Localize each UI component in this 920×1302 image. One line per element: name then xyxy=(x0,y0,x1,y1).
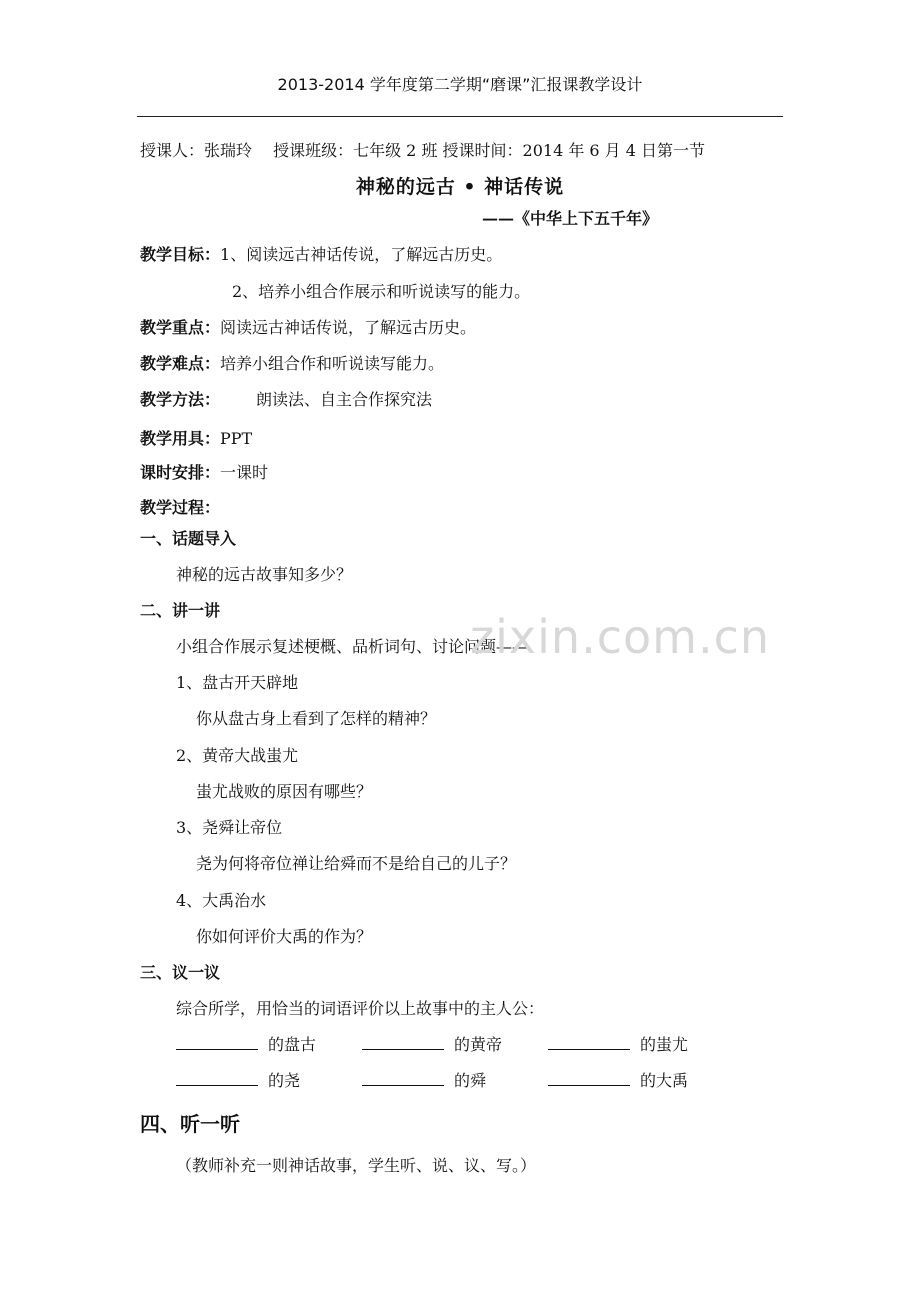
key-text: 阅读远古神话传说，了解远古历史。 xyxy=(220,318,477,337)
section-1-title: 一、话题导入 xyxy=(140,529,237,548)
tools-label: 教学用具： xyxy=(140,429,221,448)
fill-blank-line[interactable] xyxy=(176,1035,258,1050)
fill-blank-line[interactable] xyxy=(176,1071,258,1086)
method-text: 朗读法、自主合作探究法 xyxy=(256,390,433,409)
section-2-title: 二、讲一讲 xyxy=(140,601,221,620)
method-label: 教学方法： xyxy=(140,390,221,409)
fill-blank-line[interactable] xyxy=(548,1035,630,1050)
blank-label: 的蚩尤 xyxy=(640,1035,689,1054)
blank-item xyxy=(362,1032,502,1055)
tools-row xyxy=(140,426,252,449)
blank-label: 的黄帝 xyxy=(454,1035,503,1054)
objective-2: 2、培养小组合作展示和听说读写的能力。 xyxy=(232,282,531,301)
objective-1: 1、阅读远古神话传说，了解远古历史。 xyxy=(220,245,503,264)
blank-item xyxy=(548,1032,688,1055)
section-3-title: 三、议一议 xyxy=(140,963,221,982)
fill-blank-line[interactable] xyxy=(362,1035,444,1050)
page-header: 2013-2014 学年度第二学期“磨课”汇报课教学设计 xyxy=(277,75,643,94)
schedule-text: 一课时 xyxy=(220,463,269,482)
item-1-title: 1、盘古开天辟地 xyxy=(176,673,299,692)
difficulty-text: 培养小组合作和听说读写能力。 xyxy=(220,354,445,373)
section-4-text: （教师补充一则神话故事，学生听、说、议、写。） xyxy=(176,1156,537,1175)
method-row xyxy=(140,387,432,410)
objectives-label: 教学目标： xyxy=(140,245,221,264)
watermark: zixin.com.cn xyxy=(470,610,771,664)
item-3-question: 尧为何将帝位禅让给舜而不是给自己的儿子？ xyxy=(196,854,517,873)
objectives-row xyxy=(140,242,502,265)
item-2-question: 蚩尤战败的原因有哪些？ xyxy=(196,782,373,801)
difficulty-label: 教学难点： xyxy=(140,354,221,373)
process-label: 教学过程： xyxy=(140,498,221,517)
item-2-title: 2、黄帝大战蚩尤 xyxy=(176,746,299,765)
blank-item xyxy=(362,1068,486,1091)
key-row xyxy=(140,315,476,338)
document-subtitle: ——《中华上下五千年》 xyxy=(482,209,659,228)
item-4-title: 4、大禹治水 xyxy=(176,891,267,910)
blank-item xyxy=(176,1032,316,1055)
key-label: 教学重点： xyxy=(140,318,221,337)
blank-item xyxy=(548,1068,688,1091)
section-3-text: 综合所学，用恰当的词语评价以上故事中的主人公： xyxy=(176,999,545,1018)
blank-label: 的舜 xyxy=(454,1071,487,1090)
section-1-text: 神秘的远古故事知多少？ xyxy=(176,565,353,584)
section-4-title: 四、听一听 xyxy=(140,1112,240,1136)
item-4-question: 你如何评价大禹的作为？ xyxy=(196,927,373,946)
blank-label: 的尧 xyxy=(268,1071,301,1090)
blank-label: 的大禹 xyxy=(640,1071,689,1090)
schedule-label: 课时安排： xyxy=(140,463,221,482)
schedule-row xyxy=(140,460,268,483)
fill-blank-line[interactable] xyxy=(362,1071,444,1086)
header-rule xyxy=(137,116,783,117)
item-3-title: 3、尧舜让帝位 xyxy=(176,818,283,837)
section-2-intro: 小组合作展示复述梗概、品析词句、讨论问题—— xyxy=(176,637,529,656)
tools-text: PPT xyxy=(220,429,253,448)
document-title: 神秘的远古 • 神话传说 xyxy=(355,176,565,198)
fill-blank-line[interactable] xyxy=(548,1071,630,1086)
lesson-meta: 授课人：张瑞玲 授课班级：七年级 2 班 授课时间：2014 年 6 月 4 日第一节 xyxy=(140,141,706,160)
blank-item xyxy=(176,1068,300,1091)
difficulty-row xyxy=(140,351,444,374)
blank-label: 的盘古 xyxy=(268,1035,317,1054)
item-1-question: 你从盘古身上看到了怎样的精神？ xyxy=(196,709,437,728)
